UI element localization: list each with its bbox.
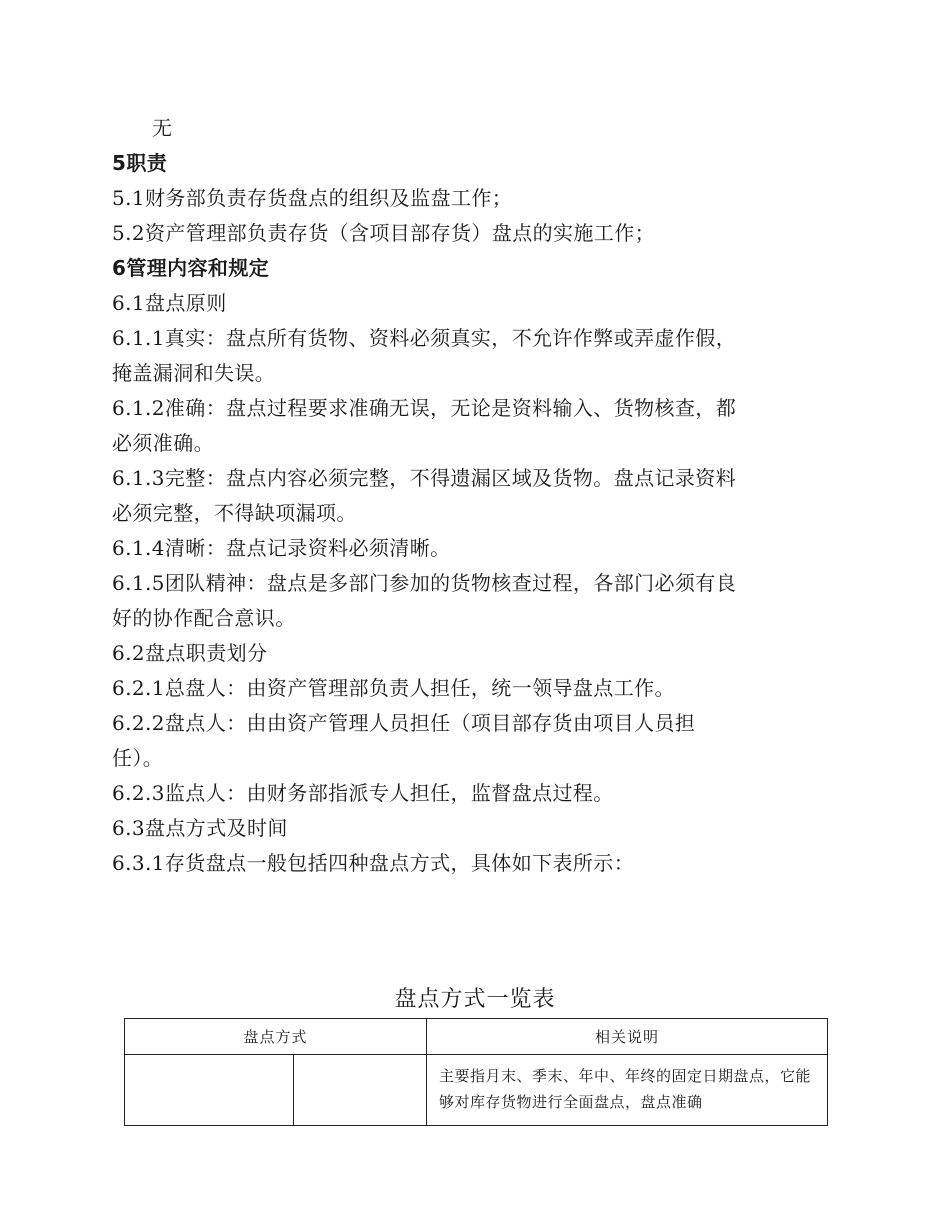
text-line: 6.2.2盘点人：由由资产管理人员担任（项目部存货由项目人员担 (112, 711, 696, 735)
table-header-row (125, 1019, 828, 1055)
text-line: 掩盖漏洞和失误。 (112, 361, 276, 385)
inventory-method-table (124, 1018, 828, 1126)
section-heading: 6管理内容和规定 (112, 256, 270, 280)
text-line: 6.1.5团队精神：盘点是多部门参加的货物核查过程，各部门必须有良 (112, 571, 737, 595)
table-row (125, 1055, 828, 1126)
text-line: 任）。 (112, 746, 164, 770)
section-heading: 5职责 (112, 151, 168, 175)
method-cell (125, 1055, 294, 1126)
sub-method-cell (294, 1055, 427, 1126)
text-line: 6.1盘点原则 (112, 291, 227, 315)
text-line: 无 (152, 116, 173, 140)
text-line: 好的协作配合意识。 (112, 606, 296, 630)
text-line: 6.1.2准确：盘点过程要求准确无误，无论是资料输入、货物核查，都 (112, 396, 737, 420)
text-line: 6.2.1总盘人：由资产管理部负责人担任，统一领导盘点工作。 (112, 676, 675, 700)
text-line: 6.1.3完整：盘点内容必须完整，不得遗漏区域及货物。盘点记录资料 (112, 466, 737, 490)
description-cell (427, 1055, 828, 1126)
text-line: 6.1.1真实：盘点所有货物、资料必须真实，不允许作弊或弄虚作假， (112, 326, 737, 350)
text-line: 6.2.3监点人：由财务部指派专人担任，监督盘点过程。 (112, 781, 614, 805)
text-line: 5.2资产管理部负责存货（含项目部存货）盘点的实施工作； (112, 221, 656, 245)
text-line: 5.1财务部负责存货盘点的组织及监盘工作； (112, 186, 513, 210)
header-method: 盘点方式 (125, 1019, 427, 1055)
description-text: 主要指月末、季末、年中、年终的固定日期盘点，它能够对库存货物进行全面盘点，盘点准确 (439, 1067, 812, 1111)
text-line: 6.3盘点方式及时间 (112, 816, 288, 840)
text-line: 必须准确。 (112, 431, 214, 455)
header-description: 相关说明 (427, 1019, 828, 1055)
text-line: 必须完整，不得缺项漏项。 (112, 501, 357, 525)
text-line: 6.1.4清晰：盘点记录资料必须清晰。 (112, 536, 451, 560)
table-title: 盘点方式一览表 (394, 987, 556, 1012)
text-line: 6.3.1存货盘点一般包括四种盘点方式，具体如下表所示： (112, 851, 635, 875)
text-line: 6.2盘点职责划分 (112, 641, 268, 665)
